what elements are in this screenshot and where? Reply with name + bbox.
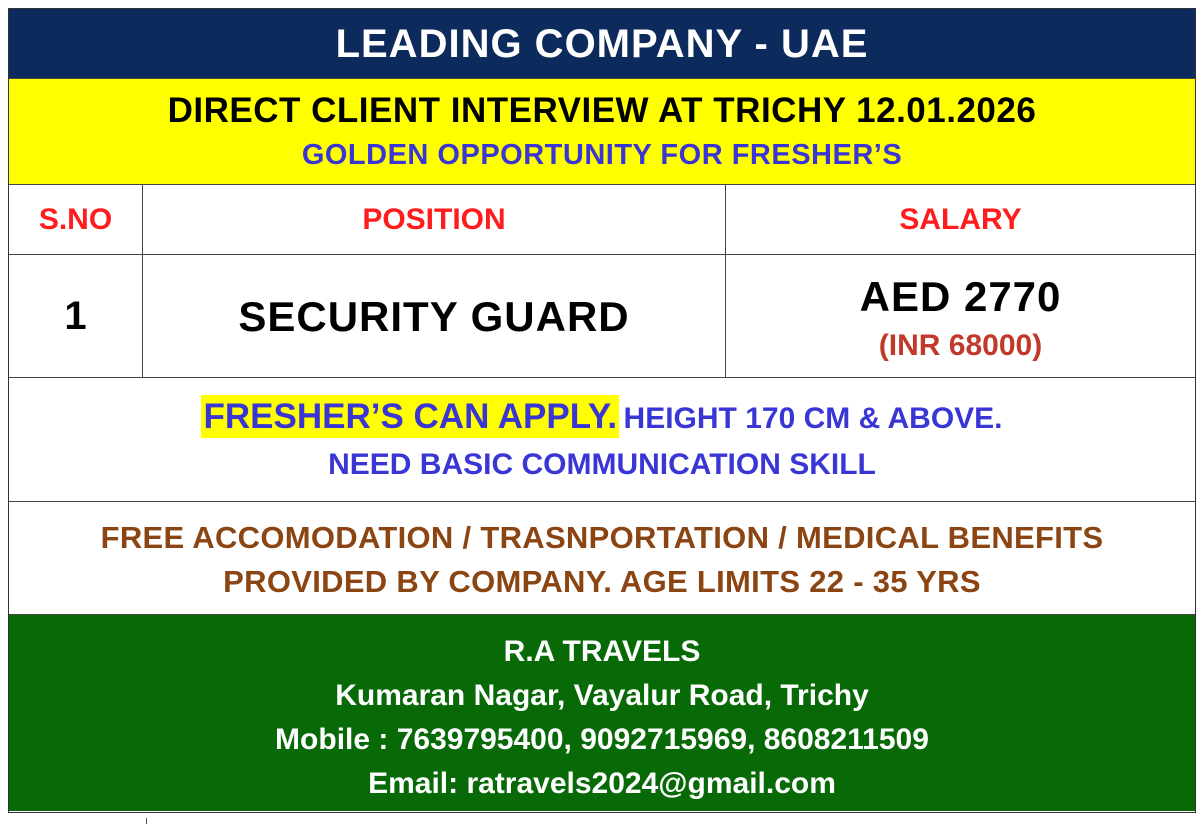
table-row — [9, 255, 1195, 378]
poster-title: LEADING COMPANY - UAE — [335, 22, 869, 66]
interview-date-line: DIRECT CLIENT INTERVIEW AT TRICHY 12.01.2026 — [167, 91, 1037, 130]
row-sno: 1 — [9, 255, 143, 377]
header-salary: SALARY — [899, 203, 1022, 236]
height-requirement: HEIGHT 170 CM & ABOVE. — [623, 402, 1003, 435]
title-bar — [9, 9, 1195, 79]
salary-aed: AED 2770 — [859, 273, 1062, 320]
communication-requirement: NEED BASIC COMMUNICATION SKILL — [328, 448, 876, 481]
job-poster — [8, 8, 1196, 813]
requirements-section — [9, 378, 1195, 502]
header-position: POSITION — [143, 185, 726, 254]
header-sno: S.NO — [9, 185, 143, 254]
table-header-row — [9, 185, 1195, 255]
interview-banner — [9, 79, 1195, 185]
contact-section — [9, 615, 1195, 811]
benefits-line-2: PROVIDED BY COMPANY. AGE LIMITS 22 - 35 YRS — [223, 564, 981, 599]
salary-inr: (INR 68000) — [878, 329, 1043, 362]
stray-mark — [146, 818, 147, 824]
company-address: Kumaran Nagar, Vayalur Road, Trichy — [335, 679, 869, 712]
opportunity-line: GOLDEN OPPORTUNITY FOR FRESHER’S — [301, 139, 903, 171]
fresher-highlight: FRESHER’S CAN APPLY. — [203, 397, 618, 436]
company-name: R.A TRAVELS — [503, 635, 701, 668]
email-address: Email: ratravels2024@gmail.com — [368, 767, 836, 800]
benefits-section — [9, 502, 1195, 615]
benefits-line-1: FREE ACCOMODATION / TRASNPORTATION / MEDICAL BENEFITS — [100, 520, 1104, 555]
mobile-numbers: Mobile : 7639795400, 9092715969, 8608211509 — [275, 723, 929, 756]
requirements-line-1 — [9, 397, 1195, 437]
row-salary-cell — [726, 255, 1195, 377]
row-position: SECURITY GUARD — [143, 255, 726, 377]
